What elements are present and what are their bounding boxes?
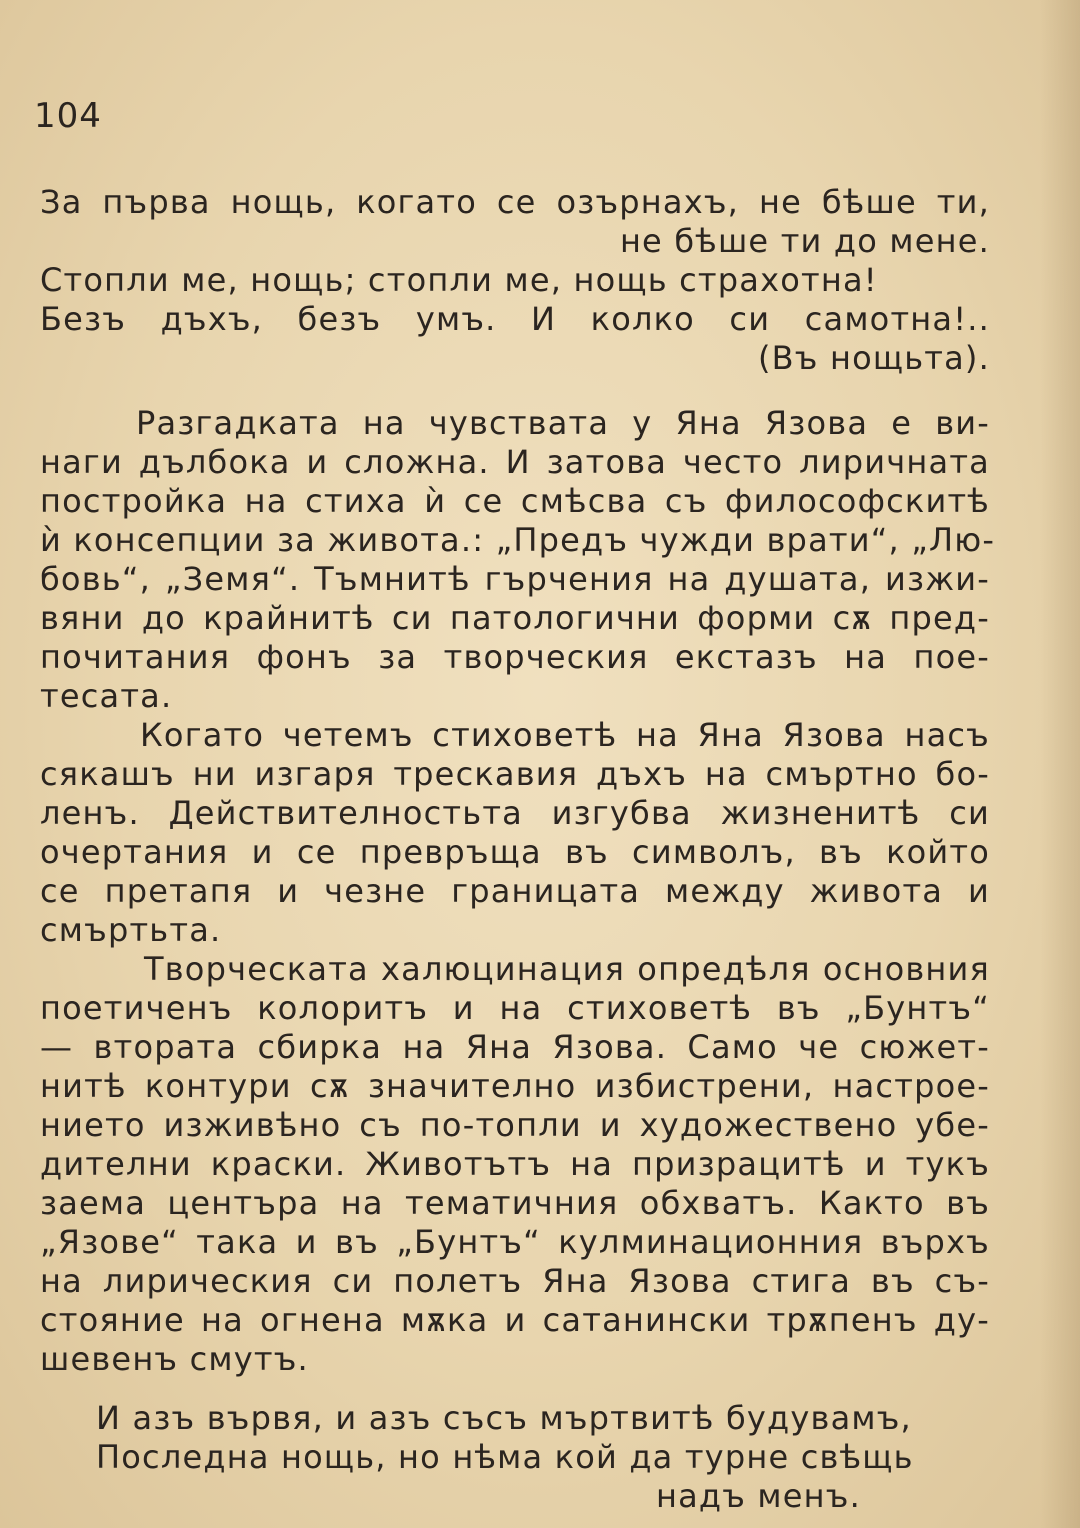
poem-quote-2	[96, 1398, 976, 1515]
paragraph-3	[40, 950, 990, 1379]
text-line: поетиченъ колоритъ и на стиховетѣ въ „Бунтъ“	[40, 989, 990, 1027]
text-line: стояние на огнена мѫка и сатанински трѫпенъ ду-	[40, 1301, 990, 1339]
text-line: смъртьта.	[40, 911, 222, 949]
poem-line: И азъ вървя, и азъ съсъ мъртвитѣ будувамъ,	[96, 1399, 912, 1437]
text-line: Разгадката на чувствата у Яна Язова е ви-	[136, 404, 990, 442]
text-line: почитания фонъ за творческия екстазъ на пое-	[40, 638, 990, 676]
text-line: се претапя и чезне границата между живота и	[40, 872, 990, 910]
text-line: дителни краски. Животътъ на призрацитѣ и тукъ	[40, 1145, 990, 1183]
text-line: Творческата халюцинация опредѣля основния	[144, 950, 990, 988]
text-line: Когато четемъ стиховетѣ на Яна Язова насъ	[140, 716, 990, 754]
text-line: ленъ. Действителностьта изгубва жизненитѣ си	[40, 794, 990, 832]
poem-quote-1	[40, 183, 990, 378]
poem-line: Последна нощь, но нѣма кой да турне свѣщь	[96, 1438, 914, 1476]
text-line: заема центъра на тематичния обхватъ. Както въ	[40, 1184, 990, 1222]
text-line: на лирическия си полетъ Яна Язова стига въ съ-	[40, 1262, 990, 1300]
text-line: шевенъ смутъ.	[40, 1340, 309, 1378]
text-line: бовь“, „Земя“. Тъмнитѣ гърчения на душата, изжи-	[40, 560, 990, 598]
text-line: наги дълбока и сложна. И затова често лиричната	[40, 443, 990, 481]
text-line: тесата.	[40, 677, 173, 715]
text-line: сякашъ ни изгаря трескавия дъхъ на смъртно бо-	[40, 755, 990, 793]
poem-line: Безъ дъхъ, безъ умъ. И колко си самотна!..	[40, 300, 990, 338]
page-edge-shadow	[1040, 0, 1080, 1528]
text-line: вяни до крайнитѣ си патологични форми сѫ пред-	[40, 599, 990, 637]
text-line: очертания и се превръща въ символъ, въ който	[40, 833, 990, 871]
text-line: ѝ консепции за живота.: „Предъ чужди врати“, „Лю-	[40, 521, 996, 559]
poem-line: За първа нощь, когато се озърнахъ, не бѣше ти,	[40, 183, 990, 221]
text-line: — втората сбирка на Яна Язова. Само че сюжет-	[40, 1028, 990, 1066]
text-line: постройка на стиха ѝ се смѣсва съ философскитѣ	[40, 482, 990, 520]
poem-source: (Въ нощьта).	[757, 339, 990, 377]
text-line: „Язове“ така и въ „Бунтъ“ кулминационния върхъ	[40, 1223, 990, 1261]
paragraph-1	[40, 404, 996, 716]
paragraph-2	[40, 716, 990, 950]
poem-line: надъ менъ.	[656, 1477, 861, 1515]
text-line: нието изживѣно съ по-топли и художествено убе-	[40, 1106, 990, 1144]
text-line: нитѣ контури сѫ значително избистрени, настрое-	[40, 1067, 990, 1105]
poem-line: Стопли ме, нощь; стопли ме, нощь страхотна!	[40, 261, 878, 299]
poem-line: не бѣше ти до мене.	[619, 222, 990, 260]
page-number: 104	[34, 96, 102, 136]
